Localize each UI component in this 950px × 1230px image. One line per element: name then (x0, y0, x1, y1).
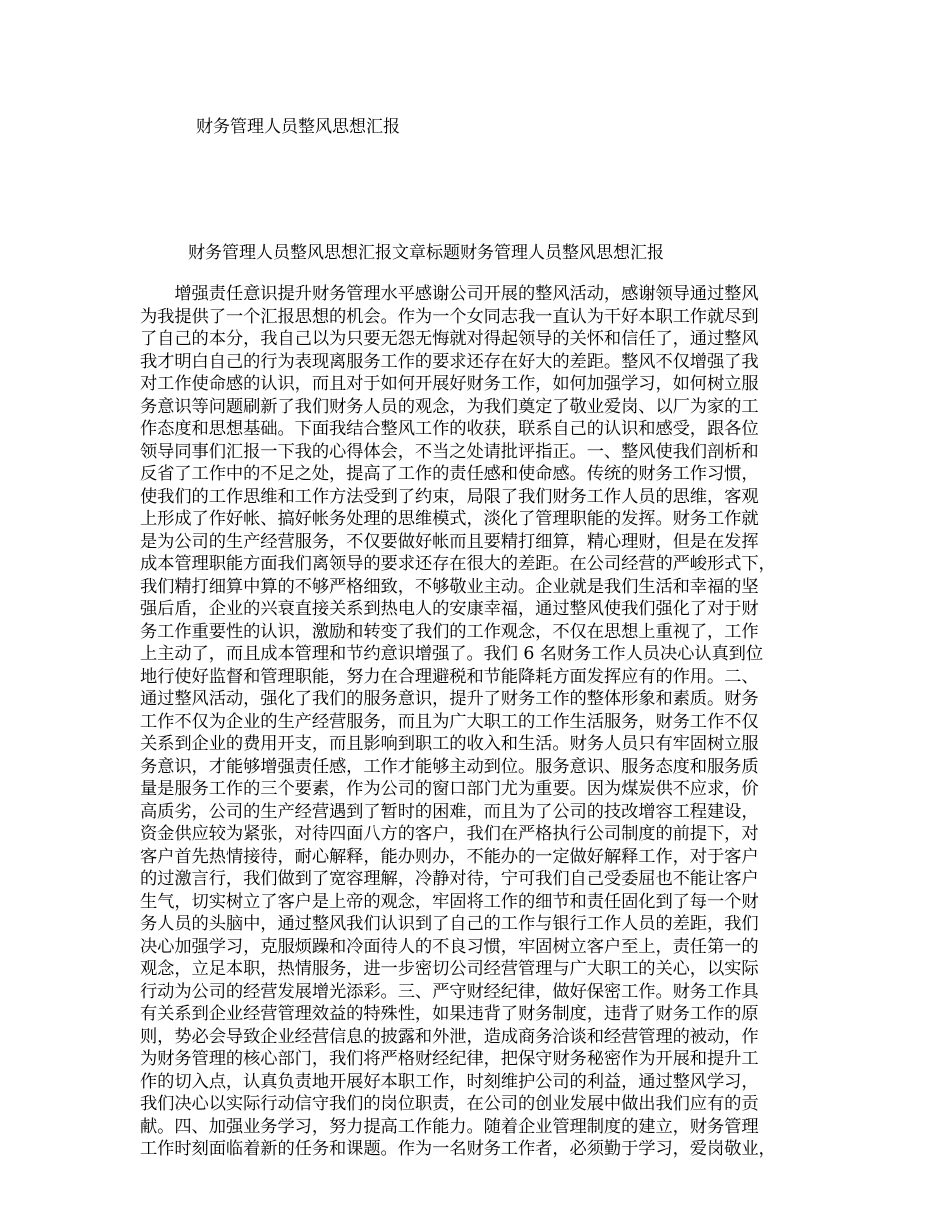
body-text-line: 务人员的头脑中，通过整风我们认识到了自己的工作与银行工作人员的差距，我们 (140, 914, 759, 934)
body-text-line: 工作不仅为企业的生产经营服务，而且为广大职工的工作生活服务，财务工作不仅 (140, 711, 759, 732)
body-text-line: 上形成了作好帐、搞好帐务处理的思维模式，淡化了管理职能的发挥。财务工作就 (140, 509, 759, 529)
document-title: 财务管理人员整风思想汇报 (196, 117, 400, 137)
article-body (140, 283, 820, 1161)
article-heading: 财务管理人员整风思想汇报文章标题财务管理人员整风思想汇报 (188, 243, 664, 263)
body-text-line: 我们精打细算中算的不够严格细致，不够敬业主动。企业就是我们生活和幸福的坚 (140, 576, 759, 597)
body-text-line: 量是服务工作的三个要素，作为公司的窗口部门尤为重要。因为煤炭供不应求，价 (140, 779, 759, 799)
body-text-line: 观念，立足本职，热情服务，进一步密切公司经营管理与广大职工的关心，以实际 (140, 959, 759, 979)
body-text-line: 地行使好监督和管理职能，努力在合理避税和节能降耗方面发挥应有的作用。二、 (140, 666, 759, 687)
body-text-line: 强后盾，企业的兴衰直接关系到热电人的安康幸福，通过整风使我们强化了对于财 (140, 599, 759, 619)
body-text-line: 领导同事们汇报一下我的心得体会，不当之处请批评指正。一、整风使我们剖析和 (140, 441, 759, 462)
body-text-line: 工作时刻面临着新的任务和课题。作为一名财务工作者，必须勤于学习，爱岗敬业， (140, 1139, 776, 1159)
body-text-line: 资金供应较为紧张，对待四面八方的客户，我们在严格执行公司制度的前提下，对 (140, 824, 759, 844)
body-text-line: 则，势必会导致企业经营信息的披露和外泄，造成商务洽谈和经营管理的被动，作 (140, 1026, 759, 1047)
body-text-line: 务工作重要性的认识，激励和转变了我们的工作观念，不仅在思想上重视了，工作 (140, 621, 759, 642)
body-text-line: 是为公司的生产经营服务，不仅要做好帐而且要精打细算，精心理财，但是在发挥 (140, 531, 759, 552)
body-text-line: 行动为公司的经营发展增光添彩。三、严守财经纪律，做好保密工作。财务工作具 (140, 981, 759, 1002)
body-text-line: 增强责任意识提升财务管理水平感谢公司开展的整风活动，感谢领导通过整风 (140, 284, 759, 304)
body-text-line: 成本管理职能方面我们离领导的要求还存在很大的差距。在公司经营的严峻形式下， (140, 554, 776, 574)
body-text-line: 我们决心以实际行动信守我们的岗位职责，在公司的创业发展中做出我们应有的贡 (140, 1094, 759, 1114)
body-text-line: 高质劣，公司的生产经营遇到了暂时的困难，而且为了公司的技改增容工程建设， (140, 801, 759, 822)
body-text-line: 上主动了，而且成本管理和节约意识增强了。我们 6 名财务工作人员决心认真到位 (140, 644, 764, 664)
body-text-line: 反省了工作中的不足之处，提高了工作的责任感和使命感。传统的财务工作习惯， (140, 464, 759, 484)
body-text-line: 了自己的本分，我自己以为只要无怨无悔就对得起领导的关怀和信任了，通过整风 (140, 329, 759, 349)
body-text-line: 生气，切实树立了客户是上帝的观念，牢固将工作的细节和责任固化到了每一个财 (140, 891, 759, 912)
body-text-line: 对工作使命感的认识，而且对于如何开展好财务工作，如何加强学习，如何树立服 (140, 374, 759, 394)
body-text-line: 务意识等问题刷新了我们财务人员的观念，为我们奠定了敬业爱岗、以厂为家的工 (140, 396, 759, 417)
body-text-line: 有关系到企业经营管理效益的特殊性，如果违背了财务制度，违背了财务工作的原 (140, 1004, 759, 1024)
body-text-line: 务意识，才能够增强责任感，工作才能够主动到位。服务意识、服务态度和服务质 (140, 756, 759, 777)
body-text-line: 为我提供了一个汇报思想的机会。作为一个女同志我一直认为干好本职工作就尽到 (140, 306, 759, 327)
body-text-line: 作的切入点，认真负责地开展好本职工作，时刻维护公司的利益，通过整风学习， (140, 1071, 759, 1092)
body-text-line: 关系到企业的费用开支，而且影响到职工的收入和生活。财务人员只有牢固树立服 (140, 734, 759, 754)
body-text-line: 为财务管理的核心部门，我们将严格财经纪律，把保守财务秘密作为开展和提升工 (140, 1049, 759, 1069)
body-text-line: 作态度和思想基础。下面我结合整风工作的收获，联系自己的认识和感受，跟各位 (140, 419, 759, 439)
body-text-line: 使我们的工作思维和工作方法受到了约束，局限了我们财务工作人员的思维，客观 (140, 486, 759, 507)
body-text-line: 通过整风活动，强化了我们的服务意识，提升了财务工作的整体形象和素质。财务 (140, 689, 759, 709)
body-text-line: 客户首先热情接待，耐心解释，能办则办，不能办的一定做好解释工作，对于客户 (140, 846, 759, 867)
body-text-line: 我才明白自己的行为表现离服务工作的要求还存在好大的差距。整风不仅增强了我 (140, 351, 759, 372)
body-text-line: 的过激言行，我们做到了宽容理解，冷静对待，宁可我们自己受委屈也不能让客户 (140, 869, 759, 889)
body-text-line: 决心加强学习，克服烦躁和冷面待人的不良习惯，牢固树立客户至上，责任第一的 (140, 936, 759, 957)
body-text-line: 献。四、加强业务学习，努力提高工作能力。随着企业管理制度的建立，财务管理 (140, 1116, 759, 1137)
